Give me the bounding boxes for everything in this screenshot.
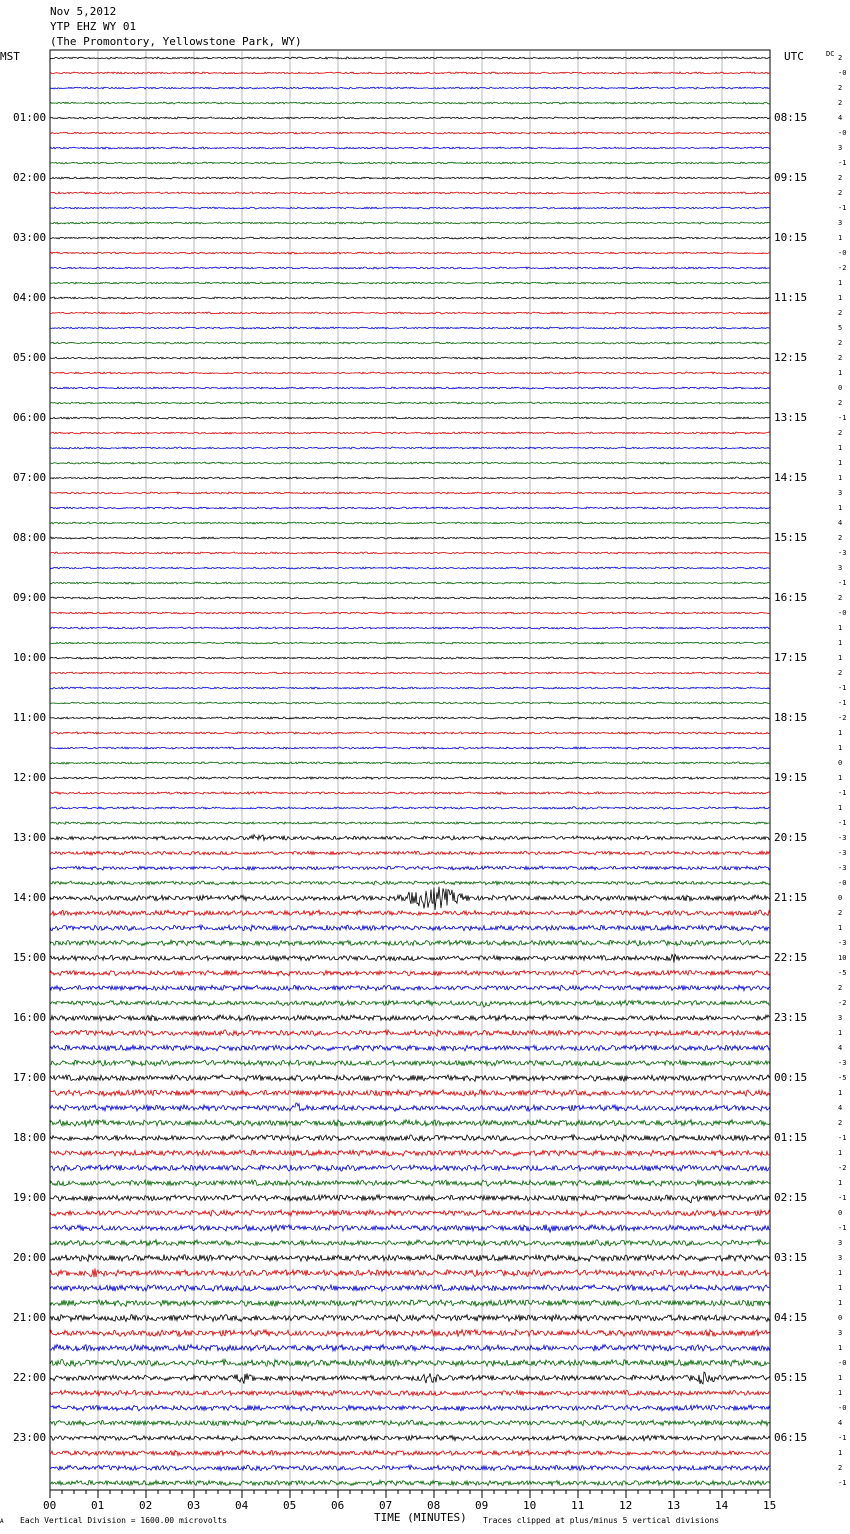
dc-offset-label: 3 (838, 1014, 843, 1022)
dc-offset-label: -1 (838, 1479, 847, 1487)
station-code: YTP EHZ WY 01 (50, 20, 137, 33)
trace-row (50, 567, 770, 569)
right-hour-label: 09:15 (774, 171, 808, 184)
dc-offset-label: 2 (838, 84, 843, 92)
dc-offset-label: 4 (838, 1104, 843, 1112)
dc-offset-label: 1 (838, 459, 843, 467)
dc-offset-label: 2 (838, 429, 843, 437)
trace-row (50, 1180, 770, 1186)
dc-offset-label: 10 (838, 954, 847, 962)
dc-offset-label: 1 (838, 1029, 843, 1037)
left-hour-label: 04:00 (13, 291, 47, 304)
x-tick-label: 15 (763, 1499, 777, 1512)
left-hour-label: 13:00 (13, 831, 47, 844)
right-hour-label: 13:15 (774, 411, 808, 424)
trace-row (50, 1000, 770, 1007)
right-hour-label: 06:15 (774, 1431, 808, 1444)
trace-row (50, 940, 770, 946)
dc-offset-label: -3 (838, 1059, 847, 1067)
trace-row (50, 866, 770, 870)
dc-offset-label: -3 (838, 549, 847, 557)
trace-row (50, 1450, 770, 1456)
dc-offset-label: -2 (838, 264, 847, 272)
trace-row (50, 327, 770, 329)
trace-row (50, 1060, 770, 1066)
trace-row (50, 552, 770, 554)
right-hour-label: 03:15 (774, 1251, 808, 1264)
trace-row (50, 1075, 770, 1081)
trace-row (50, 1240, 770, 1246)
dc-offset-label: 1 (838, 744, 843, 752)
x-tick-label: 14 (715, 1499, 729, 1512)
trace-row (50, 1345, 770, 1352)
x-tick-label: 11 (571, 1499, 585, 1512)
trace-row (50, 492, 770, 494)
trace-row (50, 887, 770, 910)
dc-offset-label: 2 (838, 1119, 843, 1127)
right-hour-label: 01:15 (774, 1131, 808, 1144)
trace-row (50, 597, 770, 599)
left-hour-label: 22:00 (13, 1371, 47, 1384)
dc-offset-label: 1 (838, 1299, 843, 1307)
left-hour-label: 20:00 (13, 1251, 47, 1264)
trace-row (50, 1090, 770, 1096)
right-hour-label: 00:15 (774, 1071, 808, 1084)
trace-row (50, 432, 770, 434)
x-tick-label: 05 (283, 1499, 297, 1512)
trace-row (50, 1195, 770, 1203)
x-tick-label: 07 (379, 1499, 393, 1512)
trace-row (50, 357, 770, 359)
right-axis-title: UTC (784, 50, 804, 63)
dc-offset-label: -3 (838, 834, 847, 842)
trace-row (50, 1405, 770, 1411)
right-hour-label: 20:15 (774, 831, 808, 844)
trace-row (50, 702, 770, 704)
trace-row (50, 477, 770, 479)
dc-offset-label: 2 (838, 354, 843, 362)
right-hour-label: 21:15 (774, 891, 808, 904)
dc-offset-label: -3 (838, 864, 847, 872)
trace-row (50, 57, 770, 59)
x-tick-label: 08 (427, 1499, 441, 1512)
trace-row (50, 612, 770, 614)
dc-offset-label: 0 (838, 759, 843, 767)
trace-row (50, 1150, 770, 1156)
x-tick-label: 01 (91, 1499, 105, 1512)
dc-offset-label: 1 (838, 804, 843, 812)
dc-offset-label: 1 (838, 1089, 843, 1097)
dc-offset-label: 0 (838, 384, 843, 392)
trace-row (50, 1225, 770, 1233)
dc-offset-label: 2 (838, 339, 843, 347)
trace-row (50, 925, 770, 931)
dc-offset-label: -3 (838, 849, 847, 857)
left-hour-label: 09:00 (13, 591, 47, 604)
dc-offset-label: 3 (838, 144, 843, 152)
station-location: (The Promontory, Yellowstone Park, WY) (50, 35, 302, 48)
trace-row (50, 162, 770, 164)
x-tick-label: 13 (667, 1499, 681, 1512)
dc-offset-label: 1 (838, 1389, 843, 1397)
trace-row (50, 1390, 770, 1396)
left-hour-label: 15:00 (13, 951, 47, 964)
left-hour-label: 18:00 (13, 1131, 47, 1144)
trace-row (50, 1268, 770, 1277)
left-axis-title: MST (0, 50, 20, 63)
trace-row (50, 1420, 770, 1426)
dc-offset-label: -1 (838, 1434, 847, 1442)
dc-offset-label: -1 (838, 684, 847, 692)
dc-offset-label: 2 (838, 534, 843, 542)
x-axis-label: TIME (MINUTES) (374, 1511, 467, 1524)
dc-offset-label: 4 (838, 1044, 843, 1052)
dc-offset-label: -1 (838, 699, 847, 707)
trace-row (50, 910, 770, 916)
trace-row (50, 417, 770, 419)
left-hour-label: 12:00 (13, 771, 47, 784)
trace-row (50, 1210, 770, 1216)
trace-row (50, 1330, 770, 1337)
x-tick-label: 10 (523, 1499, 537, 1512)
dc-offset-label: 3 (838, 219, 843, 227)
trace-row (50, 387, 770, 389)
trace-row (50, 1480, 770, 1485)
trace-row (50, 522, 770, 524)
dc-offset-label: 1 (838, 729, 843, 737)
trace-row (50, 807, 770, 810)
x-tick-label: 03 (187, 1499, 201, 1512)
trace-row (50, 717, 770, 719)
x-tick-label: 04 (235, 1499, 249, 1512)
trace-row (50, 1300, 770, 1307)
trace-row (50, 627, 770, 629)
right-hour-label: 10:15 (774, 231, 808, 244)
dc-offset-label: 2 (838, 594, 843, 602)
x-tick-label: 02 (139, 1499, 153, 1512)
left-hour-label: 14:00 (13, 891, 47, 904)
trace-row (50, 881, 770, 885)
left-hour-label: 16:00 (13, 1011, 47, 1024)
left-hour-label: 23:00 (13, 1431, 47, 1444)
trace-row (50, 1359, 770, 1366)
dc-offset-label: 2 (838, 309, 843, 317)
dc-offset-label: 3 (838, 1254, 843, 1262)
trace-row (50, 282, 770, 284)
right-hour-label: 19:15 (774, 771, 808, 784)
trace-row (50, 1015, 770, 1021)
dc-offset-label: 2 (838, 189, 843, 197)
right-hour-label: 05:15 (774, 1371, 808, 1384)
trace-row (50, 147, 770, 149)
left-hour-label: 05:00 (13, 351, 47, 364)
scale-note: Each Vertical Division = 1600.00 microvolts (20, 1516, 228, 1525)
dc-offset-label: -2 (838, 714, 847, 722)
x-tick-label: 12 (619, 1499, 633, 1512)
dc-offset-label: 1 (838, 504, 843, 512)
clip-note: Traces clipped at plus/minus 5 vertical divisions (483, 1516, 720, 1525)
dc-offset-label: 3 (838, 1239, 843, 1247)
right-hour-label: 08:15 (774, 111, 808, 124)
right-hour-label: 11:15 (774, 291, 808, 304)
dc-offset-label: 4 (838, 519, 843, 527)
dc-offset-label: 1 (838, 654, 843, 662)
left-hour-label: 10:00 (13, 651, 47, 664)
trace-row (50, 507, 770, 509)
trace-row (50, 177, 770, 179)
trace-row (50, 87, 770, 89)
trace-row (50, 222, 770, 224)
dc-offset-label: 1 (838, 1449, 843, 1457)
trace-row (50, 1120, 770, 1127)
dc-offset-label: 1 (838, 774, 843, 782)
trace-row (50, 1045, 770, 1051)
left-hour-label: 11:00 (13, 711, 47, 724)
trace-row (50, 132, 770, 134)
trace-row (50, 447, 770, 449)
trace-row (50, 985, 770, 990)
trace-row (50, 1135, 770, 1141)
trace-row (50, 777, 770, 780)
dc-offset-label: -0 (838, 69, 847, 77)
x-tick-label: 09 (475, 1499, 489, 1512)
trace-row (50, 851, 770, 855)
trace-row (50, 372, 770, 374)
trace-row (50, 1435, 770, 1440)
dc-offset-label: -1 (838, 579, 847, 587)
dc-offset-label: -1 (838, 789, 847, 797)
dc-offset-label: 3 (838, 1329, 843, 1337)
dc-offset-label: -1 (838, 159, 847, 167)
left-hour-label: 17:00 (13, 1071, 47, 1084)
right-hour-label: 15:15 (774, 531, 808, 544)
trace-row (50, 1255, 770, 1262)
left-hour-label: 03:00 (13, 231, 47, 244)
trace-row (50, 252, 770, 254)
dc-offset-label: 1 (838, 1149, 843, 1157)
trace-row (50, 207, 770, 209)
dc-offset-label: 2 (838, 984, 843, 992)
dc-offset-label: -2 (838, 1164, 847, 1172)
trace-row (50, 537, 770, 539)
trace-row (50, 1165, 770, 1171)
left-hour-label: 06:00 (13, 411, 47, 424)
dc-offset-label: -0 (838, 879, 847, 887)
left-hour-label: 01:00 (13, 111, 47, 124)
trace-row (50, 970, 770, 976)
dc-offset-label: -1 (838, 204, 847, 212)
left-hour-label: 02:00 (13, 171, 47, 184)
right-hour-label: 14:15 (774, 471, 808, 484)
trace-row (50, 1030, 770, 1036)
dc-offset-label: 2 (838, 669, 843, 677)
dc-offset-label: -1 (838, 819, 847, 827)
dc-offset-label: -5 (838, 1074, 847, 1082)
trace-row (50, 1315, 770, 1322)
dc-offset-label: 3 (838, 489, 843, 497)
trace-row (50, 117, 770, 119)
dc-offset-label: 2 (838, 54, 843, 62)
dc-offset-label: 2 (838, 1464, 843, 1472)
trace-row (50, 732, 770, 734)
x-tick-label: 06 (331, 1499, 345, 1512)
trace-row (50, 342, 770, 344)
dc-offset-label: 0 (838, 1209, 843, 1217)
dc-offset-label: -0 (838, 609, 847, 617)
dc-offset-label: 0 (838, 1314, 843, 1322)
dc-offset-label: 0 (838, 894, 843, 902)
trace-row (50, 672, 770, 674)
station-date: Nov 5,2012 (50, 5, 117, 18)
dc-offset-label: 1 (838, 279, 843, 287)
dc-offset-label: 1 (838, 294, 843, 302)
left-hour-label: 19:00 (13, 1191, 47, 1204)
trace-row (50, 312, 770, 314)
dc-offset-label: 1 (838, 444, 843, 452)
trace-row (50, 1465, 770, 1471)
trace-row (50, 835, 770, 841)
dc-offset-label: -1 (838, 1224, 847, 1232)
trace-row (50, 192, 770, 194)
trace-row (50, 642, 770, 644)
right-hour-label: 16:15 (774, 591, 808, 604)
trace-row (50, 1285, 770, 1292)
right-hour-label: 04:15 (774, 1311, 808, 1324)
right-hour-label: 23:15 (774, 1011, 808, 1024)
trace-row (50, 72, 770, 74)
dc-offset-label: -1 (838, 1134, 847, 1142)
right-hour-label: 17:15 (774, 651, 808, 664)
dc-offset-label: -0 (838, 1404, 847, 1412)
trace-row (50, 954, 770, 962)
trace-row (50, 462, 770, 464)
plot-frame (50, 50, 770, 1490)
dc-offset-label: -1 (838, 1194, 847, 1202)
dc-offset-label: 1 (838, 1269, 843, 1277)
trace-row (50, 747, 770, 749)
footer-left-mark: A (0, 1518, 4, 1525)
dc-offset-label: -3 (838, 939, 847, 947)
trace-row (50, 792, 770, 795)
trace-row (50, 1103, 770, 1111)
dc-offset-label: -2 (838, 999, 847, 1007)
trace-row (50, 657, 770, 659)
dc-offset-label: 1 (838, 924, 843, 932)
right-hour-label: 02:15 (774, 1191, 808, 1204)
dc-offset-label: 2 (838, 399, 843, 407)
trace-row (50, 402, 770, 404)
trace-row (50, 762, 770, 764)
right-hour-label: 12:15 (774, 351, 808, 364)
right-hour-label: 18:15 (774, 711, 808, 724)
dc-offset-label: -0 (838, 1359, 847, 1367)
trace-row (50, 297, 770, 299)
left-hour-label: 08:00 (13, 531, 47, 544)
dc-offset-label: 1 (838, 624, 843, 632)
dc-offset-label: 4 (838, 114, 843, 122)
trace-row (50, 267, 770, 269)
x-tick-label: 00 (43, 1499, 57, 1512)
trace-row (50, 822, 770, 825)
dc-offset-label: 2 (838, 99, 843, 107)
dc-offset-label: -0 (838, 129, 847, 137)
left-hour-label: 07:00 (13, 471, 47, 484)
dc-offset-label: 1 (838, 474, 843, 482)
dc-offset-label: 4 (838, 1419, 843, 1427)
dc-offset-label: 2 (838, 174, 843, 182)
dc-title: DC (826, 50, 835, 58)
dc-offset-label: -1 (838, 414, 847, 422)
dc-offset-label: -5 (838, 969, 847, 977)
trace-row (50, 1372, 770, 1384)
dc-offset-label: 1 (838, 1284, 843, 1292)
trace-row (50, 582, 770, 584)
dc-offset-label: 3 (838, 564, 843, 572)
left-hour-label: 21:00 (13, 1311, 47, 1324)
dc-offset-label: 1 (838, 369, 843, 377)
right-hour-label: 22:15 (774, 951, 808, 964)
dc-offset-label: 2 (838, 909, 843, 917)
dc-offset-label: 1 (838, 1179, 843, 1187)
dc-offset-label: 1 (838, 639, 843, 647)
dc-offset-label: 1 (838, 1374, 843, 1382)
trace-row (50, 237, 770, 239)
trace-row (50, 102, 770, 104)
dc-offset-label: 5 (838, 324, 843, 332)
dc-offset-label: -0 (838, 249, 847, 257)
dc-offset-label: 1 (838, 1344, 843, 1352)
dc-offset-label: 1 (838, 234, 843, 242)
trace-row (50, 687, 770, 689)
